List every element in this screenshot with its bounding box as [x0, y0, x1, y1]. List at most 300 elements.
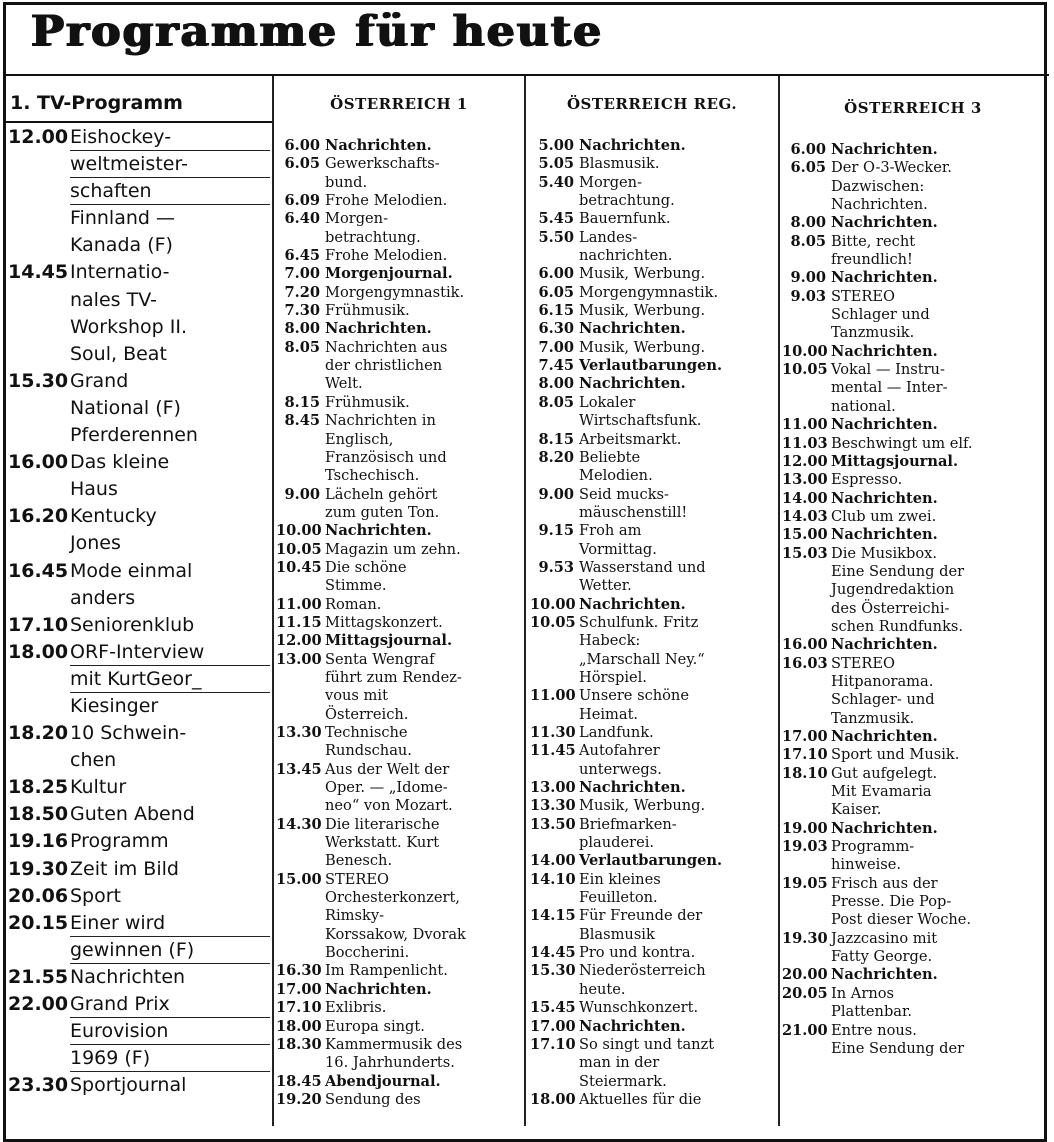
tv-list-item: [8, 639, 270, 666]
radio-list-item: [530, 431, 778, 449]
program-description: [579, 797, 778, 815]
tv-list-item: [8, 747, 270, 774]
program-description: [325, 412, 524, 485]
program-time: 8.20: [538, 448, 574, 466]
program-time: 18.00: [276, 1017, 322, 1035]
radio-list-item: [530, 486, 778, 523]
program-text-line: STEREO: [831, 654, 895, 672]
program-text-line: Frohe Melodien.: [325, 192, 448, 210]
radio-list-item: [530, 596, 778, 614]
program-time: 17.00: [276, 980, 322, 998]
program-title: Programm: [70, 830, 169, 853]
program-description: [831, 930, 1046, 967]
program-text-line: betrachtung.: [325, 228, 421, 246]
radio-list-item: [530, 559, 778, 596]
radio-list-item: [782, 141, 1046, 159]
program-description: [325, 247, 524, 265]
program-time: [8, 476, 70, 503]
tv-list-item: [8, 828, 270, 855]
radio-list-item: [782, 416, 1046, 434]
program-time: 13.00: [530, 779, 576, 797]
radio-list-item: [530, 449, 778, 486]
program-description: [831, 508, 1046, 526]
program-description: [831, 416, 1046, 434]
program-text-line: Presse. Die Pop-: [831, 893, 952, 911]
tv-list-item: [8, 314, 270, 341]
program-time: 5.45: [538, 210, 574, 228]
program-description: [325, 210, 524, 247]
program-description: [831, 269, 1046, 287]
program-description: [579, 155, 778, 173]
program-description: [325, 155, 524, 192]
radio-list-item: [530, 871, 778, 908]
radio-list-item: [782, 966, 1046, 984]
program-description: [579, 962, 778, 999]
program-description: [831, 435, 1046, 453]
radio-list-item: [530, 357, 778, 375]
program-description: [325, 1018, 524, 1036]
program-time: 13.45: [276, 760, 322, 778]
program-title: Seniorenklub: [70, 613, 195, 636]
program-time: 10.00: [530, 595, 576, 613]
program-time: 17.10: [782, 746, 828, 764]
radio-list-item: [782, 728, 1046, 746]
program-time: 21.55: [8, 965, 69, 988]
program-time: 14.45: [8, 261, 69, 284]
program-description: [579, 944, 778, 962]
radio-list-item: [782, 930, 1046, 967]
tv-list-item: [8, 449, 270, 476]
program-time: 12.00: [782, 452, 828, 470]
program-text-line: Nachrichten.: [831, 819, 938, 837]
program-time: 9.53: [538, 558, 574, 576]
program-text-line: Club um zwei.: [831, 507, 937, 525]
radio-list-item: [782, 636, 1046, 654]
program-text-line: Wunschkonzert.: [579, 999, 699, 1017]
program-title: Haus: [70, 478, 118, 501]
program-description: [831, 728, 1046, 746]
radio-list-item: [276, 632, 524, 650]
program-time: 18.25: [8, 776, 69, 799]
program-text-line: Frohe Melodien.: [325, 247, 448, 265]
program-title: Sportjournal: [70, 1074, 187, 1097]
program-text-line: Wetter.: [579, 577, 632, 595]
program-text-line: Hörspiel.: [579, 668, 647, 686]
program-text-line: Nachrichten in: [325, 412, 436, 430]
program-time: 10.00: [276, 522, 322, 540]
program-text-line: Gut aufgelegt.: [831, 764, 938, 782]
program-description: [831, 471, 1046, 489]
program-title: Kultur: [70, 776, 127, 799]
tv-list-item: [8, 1072, 270, 1099]
program-text-line: Frühmusik.: [325, 302, 410, 320]
program-description: [579, 522, 778, 559]
radio-list-item: [530, 779, 778, 797]
program-time: 5.00: [538, 137, 574, 154]
radio-list-item: [530, 797, 778, 815]
program-time: 19.00: [782, 819, 828, 837]
program-text-line: Nachrichten.: [831, 196, 928, 214]
program-time: 10.45: [276, 558, 322, 576]
program-description: [325, 724, 524, 761]
tv-list-item: [8, 991, 270, 1018]
program-text-line: Exlibris.: [325, 999, 387, 1017]
program-title: nales TV-: [70, 288, 157, 311]
radio-list-item: [530, 137, 778, 155]
radio-list-item: [782, 269, 1046, 287]
program-text-line: Korssakow, Dvorak: [325, 925, 466, 943]
program-time: 20.05: [782, 984, 828, 1002]
program-text-line: Mit Evamaria: [831, 783, 932, 801]
program-text-line: Europa singt.: [325, 1017, 425, 1035]
radio-list-item: [276, 981, 524, 999]
program-description: [579, 284, 778, 302]
program-text-line: Briefmarken-: [579, 815, 677, 833]
program-text-line: Tanzmusik.: [831, 709, 915, 727]
program-time: 7.00: [538, 338, 574, 356]
program-time: 14.15: [530, 907, 576, 925]
oe-reg-schedule-list: [530, 137, 778, 1109]
program-text-line: Nachrichten.: [831, 636, 938, 654]
program-time: [8, 693, 70, 720]
program-description: [831, 636, 1046, 654]
program-text-line: Schulfunk. Fritz: [579, 613, 699, 631]
program-description: [831, 875, 1046, 930]
program-text-line: betrachtung.: [579, 192, 675, 210]
radio-list-item: [530, 155, 778, 173]
program-description: [579, 375, 778, 393]
radio-list-item: [276, 486, 524, 523]
program-description: [831, 746, 1046, 764]
program-time: 15.03: [782, 544, 828, 562]
tv-schedule-list: [8, 124, 270, 1099]
tv-list-item: [8, 774, 270, 801]
program-description: [325, 320, 524, 338]
program-title: Sport: [70, 884, 122, 907]
radio-list-item: [530, 210, 778, 228]
program-text-line: Aktuelles für die: [579, 1090, 702, 1108]
radio-list-item: [276, 816, 524, 871]
radio-list-item: [276, 210, 524, 247]
column-divider: [524, 76, 526, 1126]
program-description: [579, 779, 778, 797]
radio-list-item: [530, 614, 778, 687]
radio-list-item: [276, 247, 524, 265]
program-time: 7.45: [538, 357, 574, 375]
tv-program-heading: 1. TV-Programm: [10, 92, 183, 114]
program-description: [579, 687, 778, 724]
program-time: 5.05: [538, 155, 574, 173]
program-description: [579, 320, 778, 338]
program-time: 6.45: [284, 247, 320, 265]
program-description: [831, 233, 1046, 270]
program-time: 17.00: [782, 728, 828, 745]
radio-list-item: [782, 490, 1046, 508]
program-time: 20.00: [782, 966, 828, 984]
program-text-line: Morgengymnastik.: [325, 283, 465, 301]
radio-list-item: [530, 522, 778, 559]
program-text-line: hinweise.: [831, 856, 902, 874]
page-title: Programme für heute: [30, 7, 603, 56]
program-description: [325, 265, 524, 283]
program-time: [8, 395, 70, 422]
program-description: [831, 288, 1046, 343]
program-title: ORF-Interview: [70, 639, 270, 666]
program-text-line: Beliebte: [579, 448, 641, 466]
radio-list-item: [276, 614, 524, 632]
program-text-line: man in der: [579, 1054, 660, 1072]
program-text-line: Stimme.: [325, 577, 387, 595]
program-time: 13.30: [276, 724, 322, 741]
program-text-line: Morgen-: [325, 210, 389, 228]
program-time: 10.05: [530, 613, 576, 631]
program-description: [831, 141, 1046, 159]
program-time: [8, 1018, 70, 1045]
program-text-line: Nachrichten.: [831, 728, 938, 745]
program-time: 14.45: [530, 944, 576, 962]
program-description: [579, 559, 778, 596]
program-title: 10 Schwein-: [70, 722, 187, 745]
program-time: 9.03: [790, 287, 826, 305]
program-time: 16.20: [8, 505, 69, 528]
program-time: 8.15: [284, 393, 320, 411]
radio-list-item: [276, 522, 524, 540]
radio-list-item: [782, 453, 1046, 471]
program-time: 17.00: [530, 1017, 576, 1035]
program-text-line: Mittagskonzert.: [325, 613, 443, 631]
program-time: 10.05: [276, 540, 322, 558]
program-text-line: Eine Sendung der: [831, 1039, 965, 1057]
program-description: [831, 343, 1046, 361]
program-text-line: Sendung des: [325, 1090, 421, 1108]
program-text-line: Technische: [325, 724, 408, 741]
program-time: 9.15: [538, 522, 574, 540]
program-time: 6.09: [284, 192, 320, 210]
title-divider: [3, 74, 1049, 76]
program-text-line: Jugendredaktion: [831, 581, 955, 599]
program-text-line: zum guten Ton.: [325, 503, 440, 521]
program-description: [579, 852, 778, 870]
program-description: [831, 214, 1046, 232]
program-text-line: neo“ von Mozart.: [325, 797, 453, 815]
radio-list-item: [530, 816, 778, 853]
program-description: [325, 137, 524, 155]
program-time: 18.50: [8, 803, 69, 826]
radio-list-item: [530, 852, 778, 870]
program-text-line: Landes-: [579, 228, 638, 246]
program-description: [325, 614, 524, 632]
tv-list-item: [8, 124, 270, 151]
program-time: 8.05: [538, 393, 574, 411]
program-text-line: der christlichen: [325, 357, 443, 375]
radio-list-item: [782, 233, 1046, 270]
program-description: [831, 1022, 1046, 1059]
program-description: [579, 431, 778, 449]
radio-list-item: [276, 1091, 524, 1109]
program-text-line: vous mit: [325, 687, 388, 705]
program-text-line: Landfunk.: [579, 724, 654, 741]
program-time: 19.20: [276, 1090, 322, 1108]
tv-list-item: [8, 693, 270, 720]
tv-list-item: [8, 530, 270, 557]
program-text-line: In Arnos: [831, 984, 894, 1002]
program-text-line: plauderei.: [579, 834, 655, 852]
program-text-line: Bauernfunk.: [579, 210, 671, 228]
program-text-line: des Österreichi-: [831, 599, 950, 617]
program-time: [8, 205, 70, 232]
program-time: 19.30: [782, 929, 828, 947]
program-text-line: Rimsky-: [325, 907, 385, 925]
program-title: Workshop II.: [70, 315, 188, 338]
program-description: [579, 999, 778, 1017]
radio-list-item: [530, 174, 778, 211]
oe-reg-heading: ÖSTERREICH REG.: [566, 95, 738, 113]
tv-list-item: [8, 287, 270, 314]
program-title: Mode einmal: [70, 559, 193, 582]
program-text-line: Die schöne: [325, 558, 407, 576]
radio-list-item: [276, 137, 524, 155]
program-time: 6.30: [538, 320, 574, 338]
radio-list-item: [530, 229, 778, 266]
program-time: 8.15: [538, 430, 574, 448]
radio-list-item: [530, 907, 778, 944]
oe3-heading: ÖSTERREICH 3: [844, 99, 982, 117]
tv-list-item: [8, 964, 270, 991]
program-text-line: Programm-: [831, 838, 915, 856]
program-time: 17.10: [530, 1035, 576, 1053]
radio-list-item: [530, 944, 778, 962]
tv-list-item: [8, 395, 270, 422]
tv-list-item: [8, 856, 270, 883]
program-time: 13.00: [782, 471, 828, 489]
program-text-line: Rundschau.: [325, 742, 412, 760]
program-time: 5.50: [538, 228, 574, 246]
program-text-line: Post dieser Woche.: [831, 911, 972, 929]
program-text-line: Morgengymnastik.: [579, 283, 719, 301]
program-text-line: Nachrichten.: [831, 342, 938, 360]
program-description: [325, 394, 524, 412]
program-text-line: Beschwingt um elf.: [831, 434, 973, 452]
program-time: 21.00: [782, 1021, 828, 1039]
tv-list-item: [8, 1045, 270, 1072]
program-description: [579, 486, 778, 523]
program-text-line: Die literarische: [325, 815, 440, 833]
program-text-line: Schlager und: [831, 306, 930, 324]
program-text-line: Boccherini.: [325, 944, 410, 962]
program-text-line: STEREO: [831, 287, 895, 305]
program-description: [579, 1018, 778, 1036]
program-description: [579, 174, 778, 211]
program-text-line: bund.: [325, 173, 368, 191]
program-time: 16.00: [782, 636, 828, 654]
radio-list-item: [530, 1091, 778, 1109]
program-text-line: Steiermark.: [579, 1072, 667, 1090]
program-title: schaften: [70, 178, 270, 205]
radio-list-item: [530, 1018, 778, 1036]
program-text-line: Magazin um zehn.: [325, 540, 461, 558]
program-time: 17.10: [276, 999, 322, 1017]
program-text-line: freundlich!: [831, 251, 913, 269]
program-text-line: Nachrichten.: [579, 137, 686, 154]
radio-list-item: [782, 471, 1046, 489]
program-title: Nachrichten: [70, 965, 186, 988]
program-time: 8.45: [284, 412, 320, 430]
program-title: Internatio-: [70, 261, 170, 284]
program-text-line: Die Musikbox.: [831, 544, 937, 562]
program-text-line: Morgenjournal.: [325, 265, 453, 283]
column-divider: [778, 76, 780, 1126]
tv-list-item: [8, 232, 270, 259]
program-time: [8, 341, 70, 368]
program-text-line: Aus der Welt der: [325, 760, 450, 778]
program-time: 11.00: [276, 595, 322, 613]
radio-list-item: [782, 820, 1046, 838]
radio-list-item: [782, 545, 1046, 637]
tv-list-item: [8, 666, 270, 693]
tv-list-item: [8, 937, 270, 964]
program-time: 6.15: [538, 302, 574, 320]
program-text-line: Frisch aus der: [831, 874, 938, 892]
program-text-line: Mittagsjournal.: [325, 632, 453, 650]
radio-list-item: [276, 559, 524, 596]
program-time: 6.05: [284, 155, 320, 173]
program-text-line: „Marschall Ney.“: [579, 650, 705, 668]
program-title: Kanada (F): [70, 234, 173, 257]
program-description: [325, 761, 524, 816]
program-time: [8, 1045, 70, 1072]
program-description: [325, 1091, 524, 1109]
program-text-line: Englisch,: [325, 430, 394, 448]
program-description: [579, 596, 778, 614]
radio-list-item: [530, 394, 778, 431]
program-title: Einer wird: [70, 910, 270, 937]
program-text-line: mental — Inter-: [831, 379, 948, 397]
radio-list-item: [276, 192, 524, 210]
program-text-line: Musik, Werbung.: [579, 338, 706, 356]
program-time: 20.06: [8, 884, 69, 907]
program-time: [8, 530, 70, 557]
program-text-line: führt zum Rendez-: [325, 668, 462, 686]
program-text-line: Musik, Werbung.: [579, 265, 706, 283]
program-text-line: Vokal — Instru-: [831, 361, 945, 379]
program-text-line: Schlager- und: [831, 691, 935, 709]
program-time: 8.05: [790, 232, 826, 250]
program-text-line: Nachrichten.: [579, 595, 686, 613]
program-description: [831, 361, 1046, 416]
radio-list-item: [276, 651, 524, 724]
radio-list-item: [276, 155, 524, 192]
program-text-line: Abendjournal.: [325, 1072, 441, 1090]
program-text-line: Nachrichten.: [831, 489, 938, 507]
program-text-line: heute.: [579, 980, 626, 998]
radio-list-item: [530, 687, 778, 724]
program-time: [8, 151, 70, 178]
program-description: [579, 724, 778, 742]
program-description: [579, 265, 778, 283]
program-title: Kentucky: [70, 505, 157, 528]
program-time: [8, 422, 70, 449]
program-time: 11.03: [782, 434, 828, 452]
radio-list-item: [782, 1022, 1046, 1059]
program-text-line: Der O-3-Wecker.: [831, 159, 952, 177]
program-text-line: Unsere schöne: [579, 687, 689, 705]
program-title: Das kleine: [70, 451, 170, 474]
program-description: [579, 614, 778, 687]
program-time: 18.00: [530, 1090, 576, 1108]
program-description: [325, 522, 524, 540]
program-text-line: Morgen-: [579, 173, 643, 191]
program-text-line: Lokaler: [579, 393, 636, 411]
